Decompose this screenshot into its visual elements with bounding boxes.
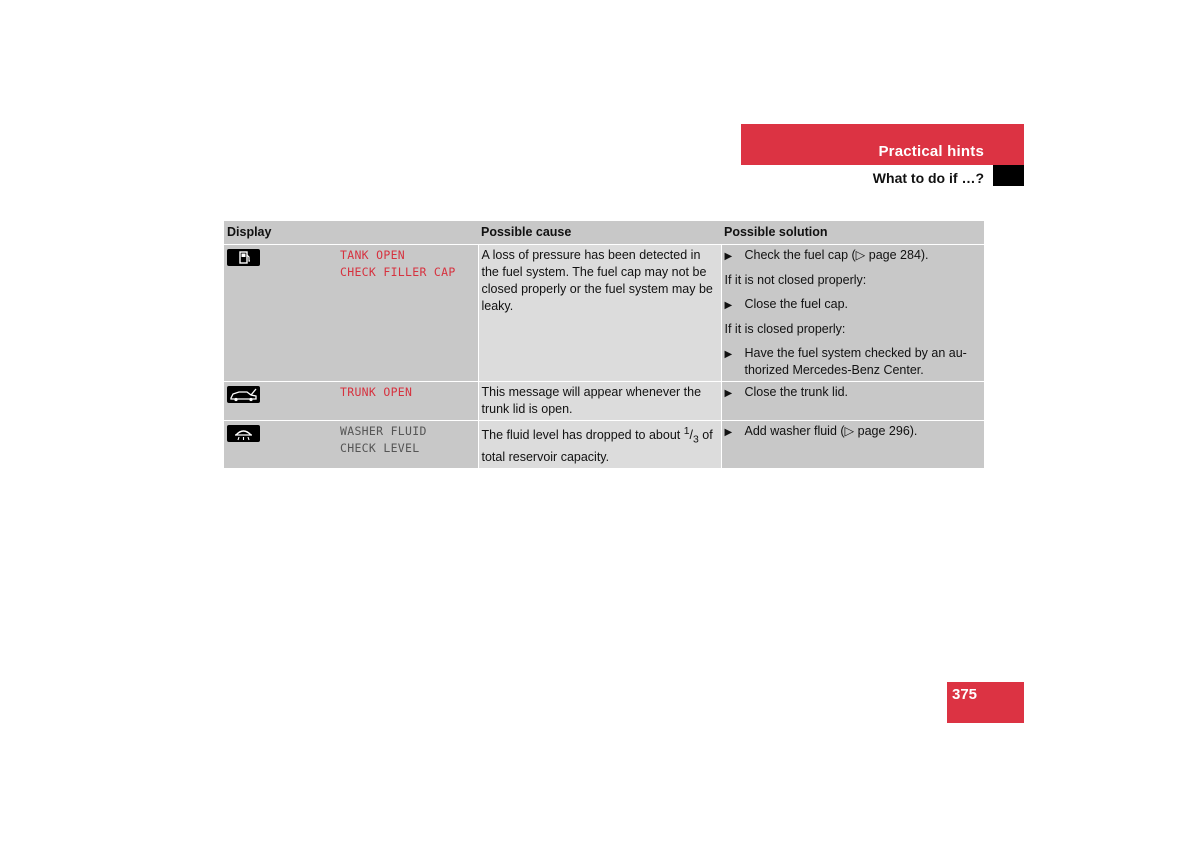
solution-step: ▶ Close the trunk lid.	[725, 384, 982, 402]
display-messages-table	[224, 221, 984, 469]
solution-condition: If it is not closed properly:	[724, 273, 867, 287]
thumb-tab-marker	[993, 165, 1024, 186]
header-possible-solution: Possible solution	[721, 221, 984, 245]
bullet-arrow-icon: ▶	[724, 251, 733, 262]
subsection-title: What to do if …?	[872, 170, 984, 186]
car-trunk-open-icon	[227, 386, 260, 403]
page-number: 375	[952, 686, 978, 703]
table-header-row	[224, 221, 984, 245]
possible-cause-text: This message will appear whenever the trunk lid is open.	[481, 385, 702, 416]
bullet-arrow-icon: ▶	[724, 427, 733, 438]
solution-step: ▶ Add washer fluid (▷ page 296).	[725, 423, 982, 441]
solution-condition: If it is closed properly:	[724, 322, 846, 336]
solution-step: ▶ Close the fuel cap.	[725, 296, 982, 314]
header-possible-cause: Possible cause	[478, 221, 721, 245]
solution-step: ▶ Check the fuel cap (▷ page 284).	[725, 247, 982, 265]
header-display: Display	[224, 221, 478, 245]
bullet-arrow-icon: ▶	[724, 388, 733, 399]
possible-cause-text: A loss of pressure has been detected in the fuel system. The fuel cap may not be closed properly or the fuel system may be leaky.	[481, 248, 713, 313]
fraction-denominator: 3	[693, 434, 699, 446]
bullet-arrow-icon: ▶	[724, 349, 733, 360]
table-row	[224, 382, 984, 421]
fuel-pump-icon	[227, 249, 260, 266]
display-message-line: CHECK LEVEL	[340, 441, 420, 455]
washer-fluid-icon	[227, 425, 260, 442]
fraction-numerator: 1	[683, 426, 690, 437]
display-message-line: TRUNK OPEN	[340, 385, 413, 399]
page-number-box	[947, 682, 1024, 723]
solution-step: ▶ Have the fuel system checked by an au-thorized Mercedes-Benz Center.	[724, 346, 967, 377]
subsection-header	[741, 165, 1024, 186]
bullet-arrow-icon: ▶	[724, 300, 733, 311]
display-message-line: CHECK FILLER CAP	[340, 265, 456, 279]
display-message-line: WASHER FLUID	[340, 424, 427, 438]
possible-cause-text: The fluid level has dropped to about $^1/_3$ of total reservoir capacity.	[481, 426, 713, 464]
table-row	[224, 421, 984, 469]
section-header-bar	[741, 124, 1024, 165]
table-row	[224, 245, 984, 382]
display-message-line: TANK OPEN	[340, 248, 406, 262]
section-title: Practical hints	[878, 143, 984, 160]
